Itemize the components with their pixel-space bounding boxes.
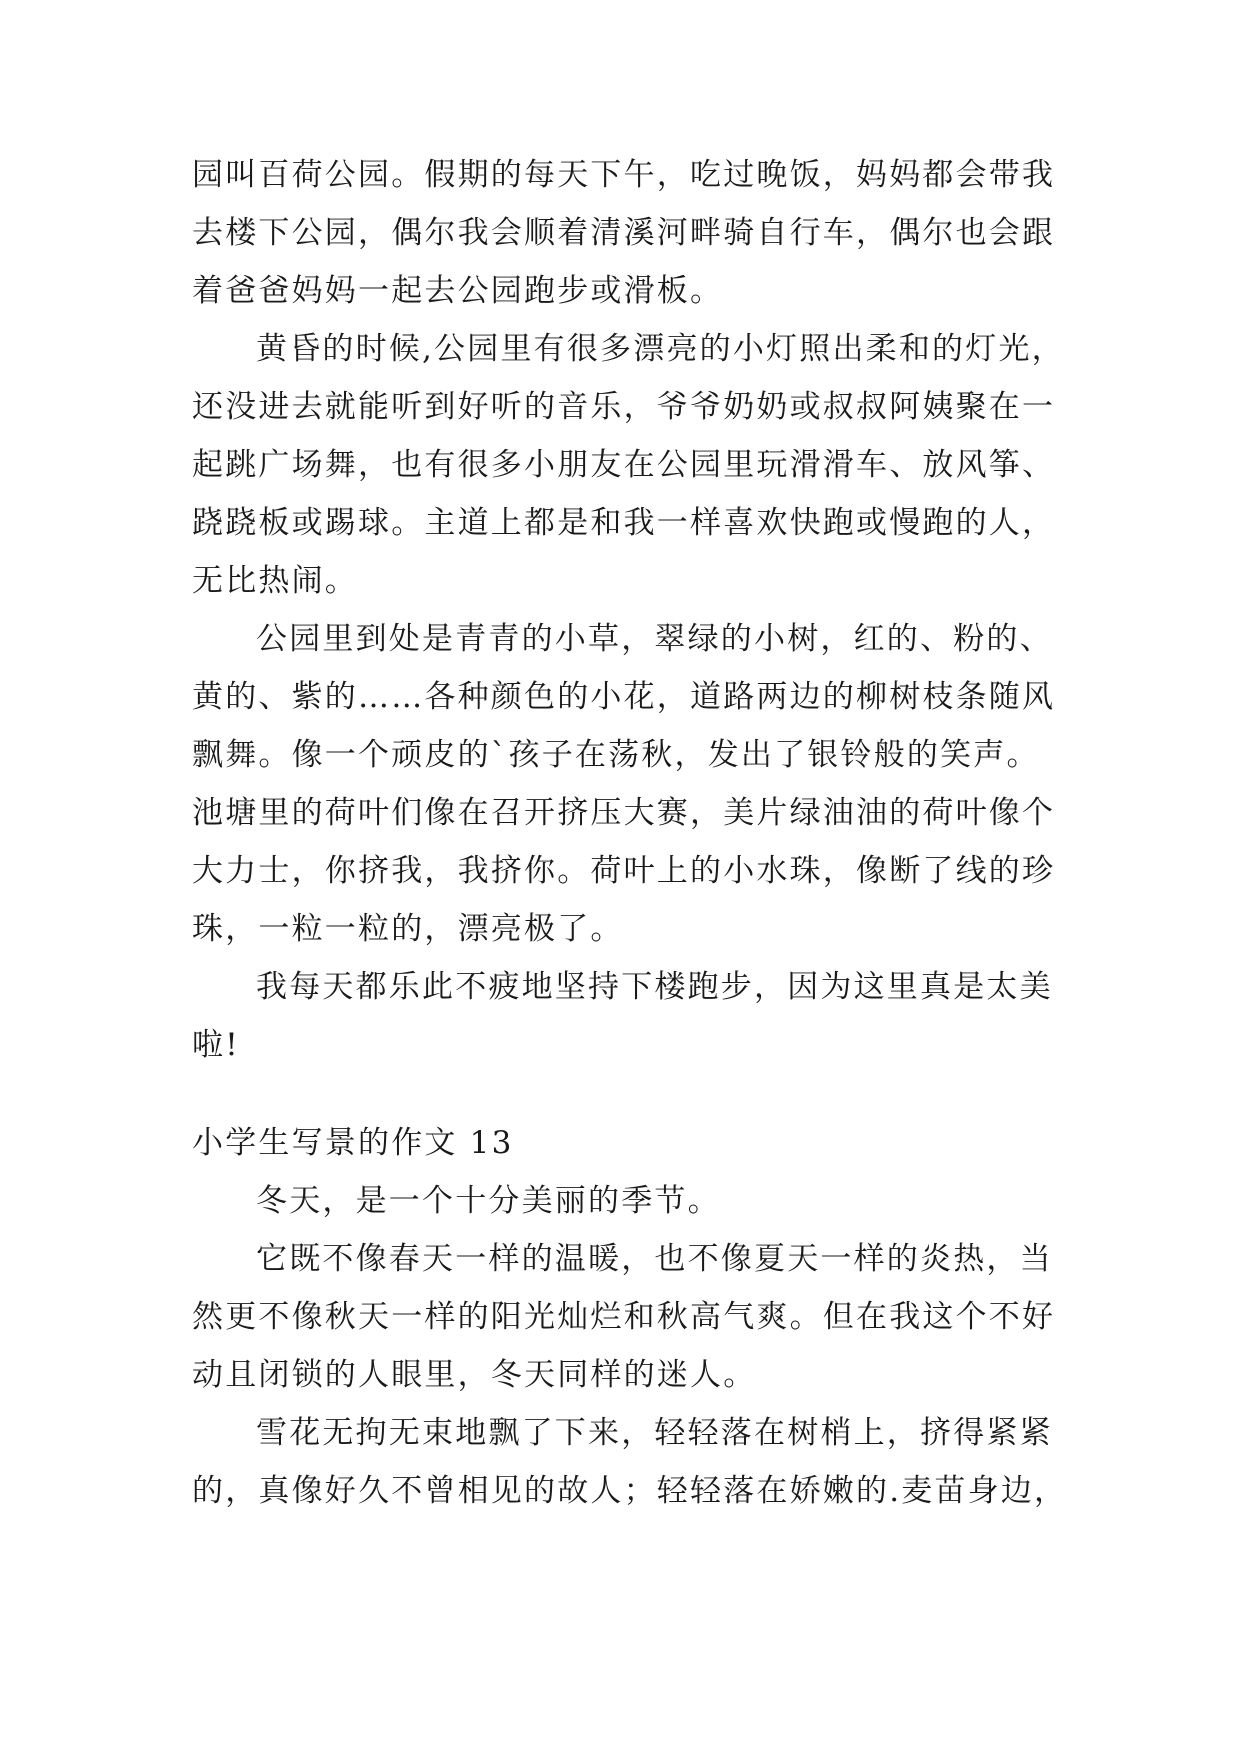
paragraph-first-line: 它既不像春天一样的温暖，也不像夏天一样的炎热，当 bbox=[256, 1241, 1053, 1277]
text-line: 园叫百荷公园。假期的每天下午，吃过晚饭，妈妈都会带我 bbox=[192, 157, 1056, 193]
text-line: 动且闭锁的人眼里，冬天同样的迷人。 bbox=[192, 1357, 757, 1393]
paragraph-first-line: 我每天都乐此不疲地坚持下楼跑步，因为这里真是太美 bbox=[256, 969, 1053, 1005]
text-line: 着爸爸妈妈一起去公园跑步或滑板。 bbox=[192, 273, 724, 309]
paragraph-first-line: 黄昏的时候,公园里有很多漂亮的小灯照出柔和的灯光， bbox=[256, 331, 1065, 367]
text-line: 珠，一粒一粒的，漂亮极了。 bbox=[192, 911, 624, 947]
section-heading: 小学生写景的作文 13 bbox=[192, 1125, 514, 1161]
text-line: 飘舞。像一个顽皮的`孩子在荡秋，发出了银铃般的笑声。 bbox=[192, 737, 1040, 773]
text-line: 还没进去就能听到好听的音乐，爷爷奶奶或叔叔阿姨聚在一 bbox=[192, 389, 1056, 425]
paragraph-first-line: 冬天，是一个十分美丽的季节。 bbox=[256, 1183, 721, 1219]
text-line: 池塘里的荷叶们像在召开挤压大赛，美片绿油油的荷叶像个 bbox=[192, 795, 1056, 831]
text-line: 然更不像秋天一样的阳光灿烂和秋高气爽。但在我这个不好 bbox=[192, 1299, 1056, 1335]
text-line: 啦! bbox=[192, 1027, 240, 1063]
text-line: 去楼下公园，偶尔我会顺着清溪河畔骑自行车，偶尔也会跟 bbox=[192, 215, 1056, 251]
paragraph-first-line: 公园里到处是青青的小草，翠绿的小树，红的、粉的、 bbox=[256, 621, 1053, 657]
text-line: 大力士，你挤我，我挤你。荷叶上的小水珠，像断了线的珍 bbox=[192, 853, 1056, 889]
text-line: 的，真像好久不曾相见的故人；轻轻落在娇嫩的.麦苗身边， bbox=[192, 1473, 1068, 1509]
text-line: 跷跷板或踢球。主道上都是和我一样喜欢快跑或慢跑的人， bbox=[192, 505, 1056, 541]
text-line: 黄的、紫的……各种颜色的小花，道路两边的柳树枝条随风 bbox=[192, 679, 1056, 715]
text-line: 无比热闹。 bbox=[192, 563, 358, 599]
paragraph-first-line: 雪花无拘无束地飘了下来，轻轻落在树梢上，挤得紧紧 bbox=[256, 1415, 1053, 1451]
text-line: 起跳广场舞，也有很多小朋友在公园里玩滑滑车、放风筝、 bbox=[192, 447, 1056, 483]
